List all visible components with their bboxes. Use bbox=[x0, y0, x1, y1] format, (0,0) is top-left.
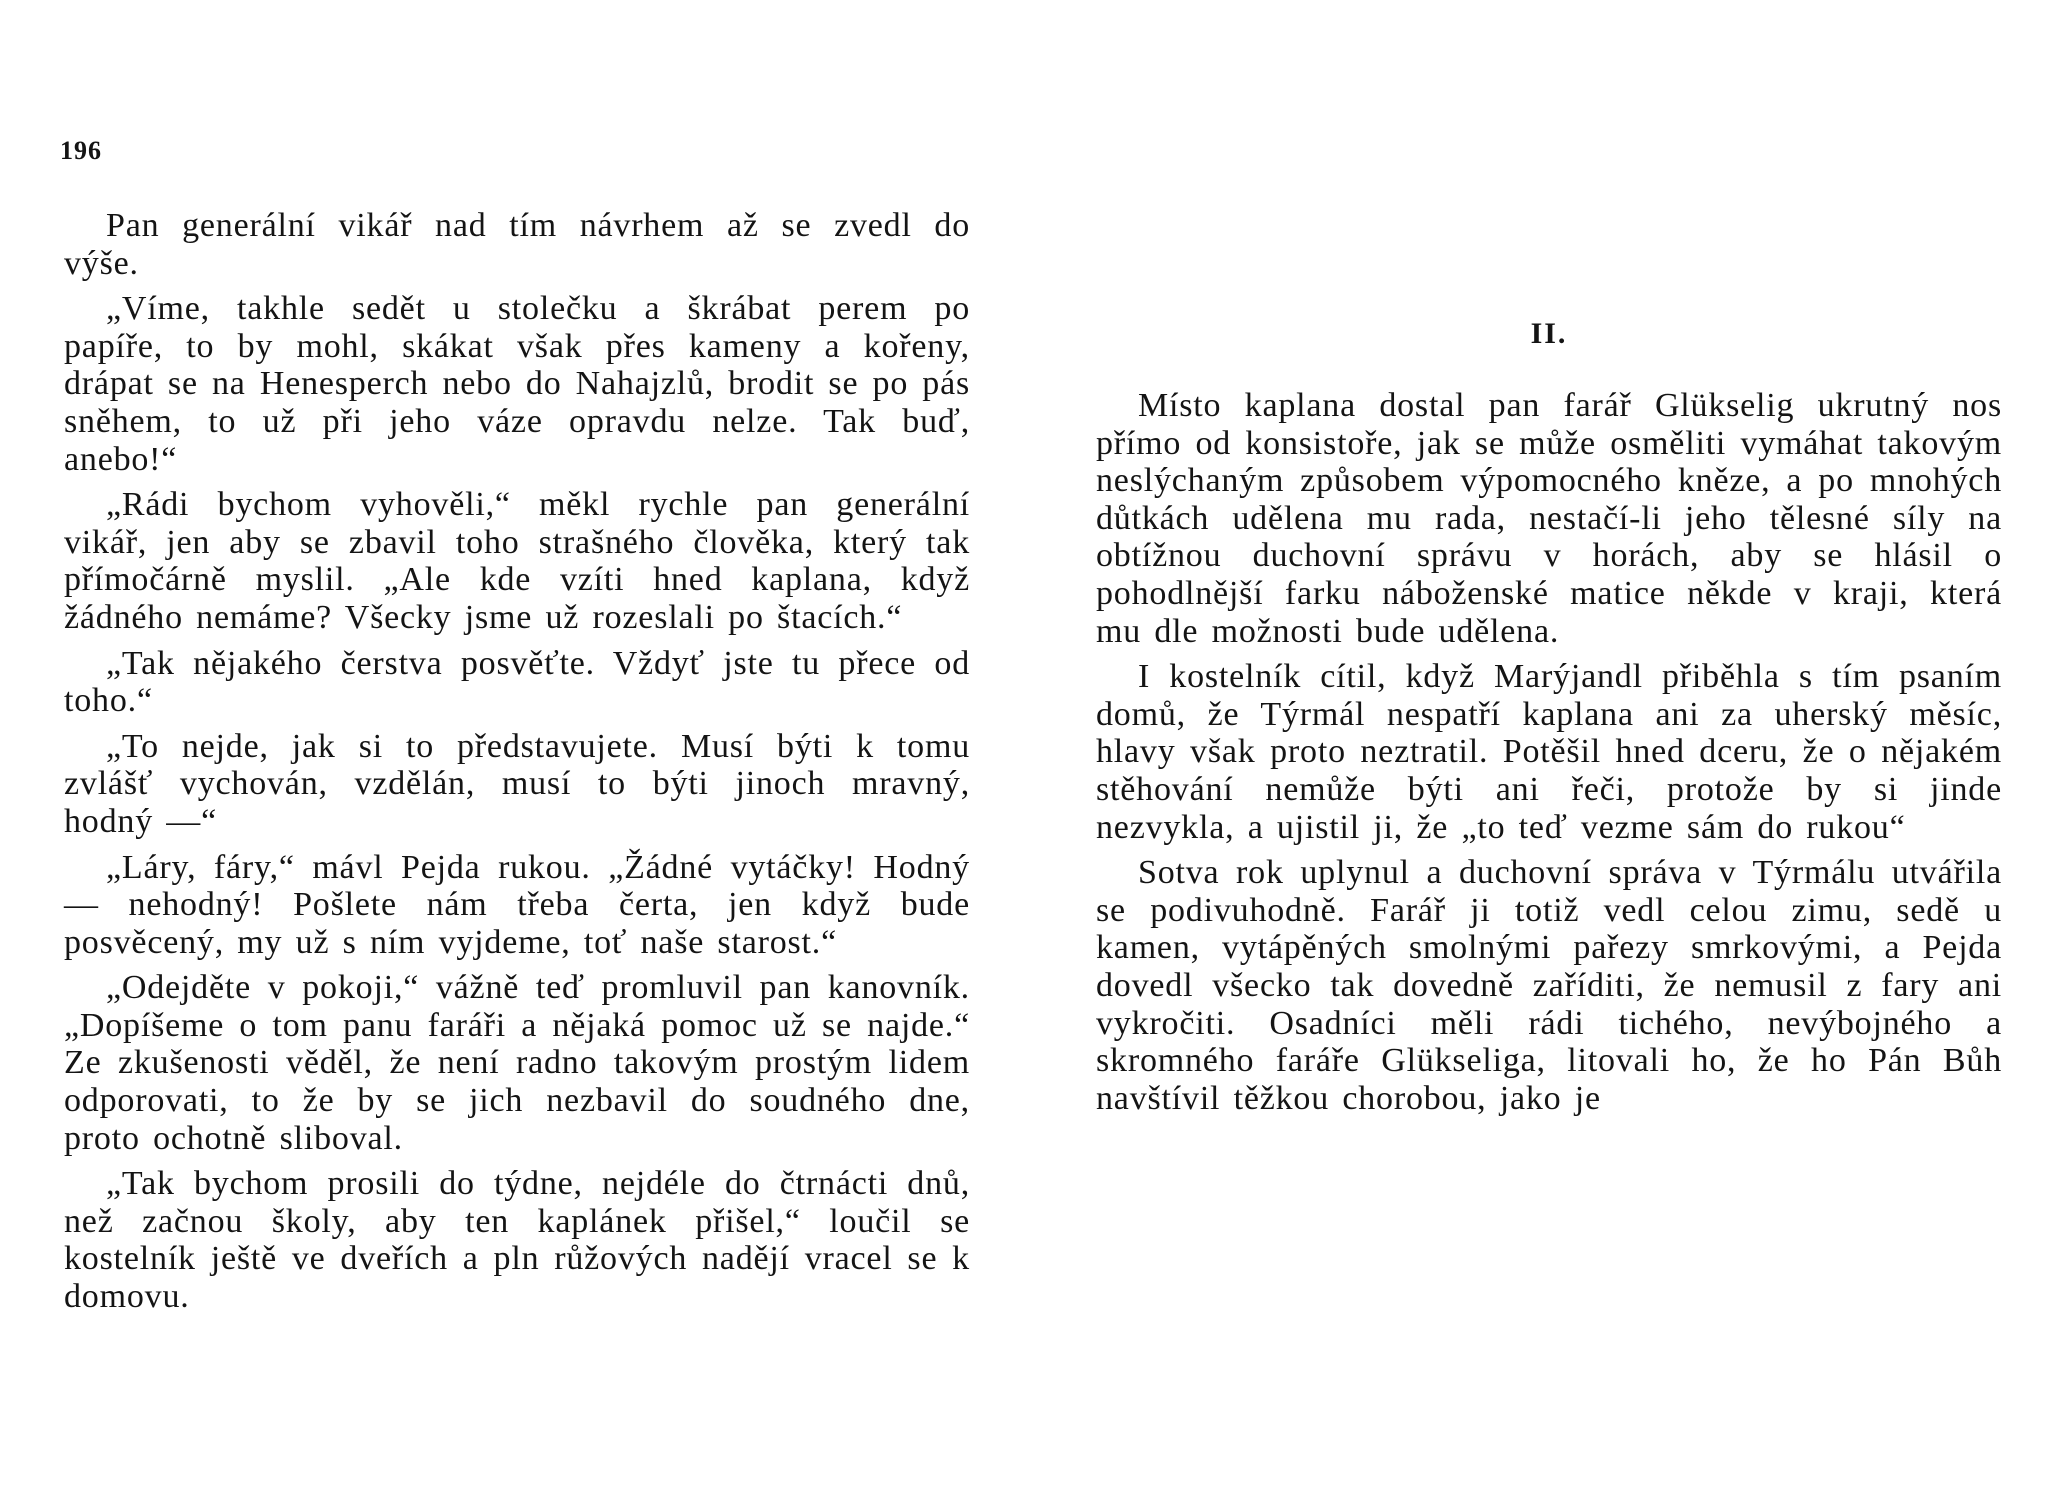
page-number: 196 bbox=[60, 136, 102, 165]
left-paragraph-8: „Tak bychom prosili do týdne, nejdéle do čtrnácti dnů, než začnou školy, aby ten kaplánek přišel,“ loučil se kostelník ještě ve dveřích a pln růžových nadějí vracel se k domovu. bbox=[64, 1165, 970, 1316]
right-paragraph-2: I kostelník cítil, když Marýjandl přiběhla s tím psaním domů, že Týrmál nespatří kaplana ani za uherský měsíc, hlavy však proto neztratil. Potěšil hned dceru, že o nějakém stěhování nemůže býti ani řeči, protože by si jinde nezvykla, a ujistil ji, že „to teď vezme sám do rukou“ bbox=[1096, 658, 2002, 846]
left-paragraph-7: „Odejděte v pokoji,“ vážně teď promluvil pan kanovník. „Dopíšeme o tom panu faráři a nějaká pomoc už se najde.“ Ze zkušenosti věděl, že není radno takovým prostým lidem odporovati, to že by se jich nezbavil do soudného dne, proto ochotně sliboval. bbox=[64, 969, 970, 1157]
left-paragraph-6: „Láry, fáry,“ mávl Pejda rukou. „Žádné vytáčky! Hodný — nehodný! Pošlete nám třeba čerta, jen když bude posvěcený, my už s ním vyjdeme, toť naše starost.“ bbox=[64, 848, 970, 961]
left-column bbox=[64, 207, 970, 1316]
left-paragraph-2: „Víme, takhle sedět u stolečku a škrábat perem po papíře, to by mohl, skákat však přes kameny a kořeny, drápat se na Henesperch nebo do Nahajzlů, brodit se po pás sněhem, to už při jeho váze opravdu nelze. Tak buď, anebo!“ bbox=[64, 290, 970, 478]
chapter-heading: II. bbox=[1530, 317, 1568, 350]
left-paragraph-5: „To nejde, jak si to představujete. Musí býti k tomu zvlášť vychován, vzdělán, musí to býti jinoch mravný, hodný —“ bbox=[64, 727, 970, 840]
right-paragraph-3: Sotva rok uplynul a duchovní správa v Týrmálu utvářila se podivuhodně. Farář ji totiž vedl celou zimu, sedě u kamen, vytápěných smolnými pařezy smrkovými, a Pejda dovedl všecko tak dovedně zaříditi, že nemusil z fary ani vykročiti. Osadníci měli rádi tichého, nevýbojného a skromného faráře Glükseliga, litovali ho, že ho Pán Bůh navštívil těžkou chorobou, jako je bbox=[1096, 854, 2002, 1117]
left-paragraph-4: „Tak nějakého čerstva posvěťte. Vždyť jste tu přece od toho.“ bbox=[64, 644, 970, 720]
left-paragraph-3: „Rádi bychom vyhověli,“ měkl rychle pan generální vikář, jen aby se zbavil toho strašného člověka, který tak přímočárně myslil. „Ale kde vzíti hned kaplana, když žádného nemáme? Všecky jsme už rozeslali po štacích.“ bbox=[64, 486, 970, 636]
right-column bbox=[1096, 317, 2002, 1117]
left-paragraph-1: Pan generální vikář nad tím návrhem až se zvedl do výše. bbox=[64, 207, 970, 282]
right-paragraph-1: Místo kaplana dostal pan farář Glükselig ukrutný nos přímo od konsistoře, jak se může osměliti vymáhat takovým neslýchaným způsobem výpomocného kněze, a po mnohých důtkách udělena mu rada, nestačí-li jeho tělesné síly na obtížnou duchovní správu v horách, aby se hlásil o pohodlnější farku náboženské matice někde v kraji, která mu dle možnosti bude udělena. bbox=[1096, 387, 2002, 650]
